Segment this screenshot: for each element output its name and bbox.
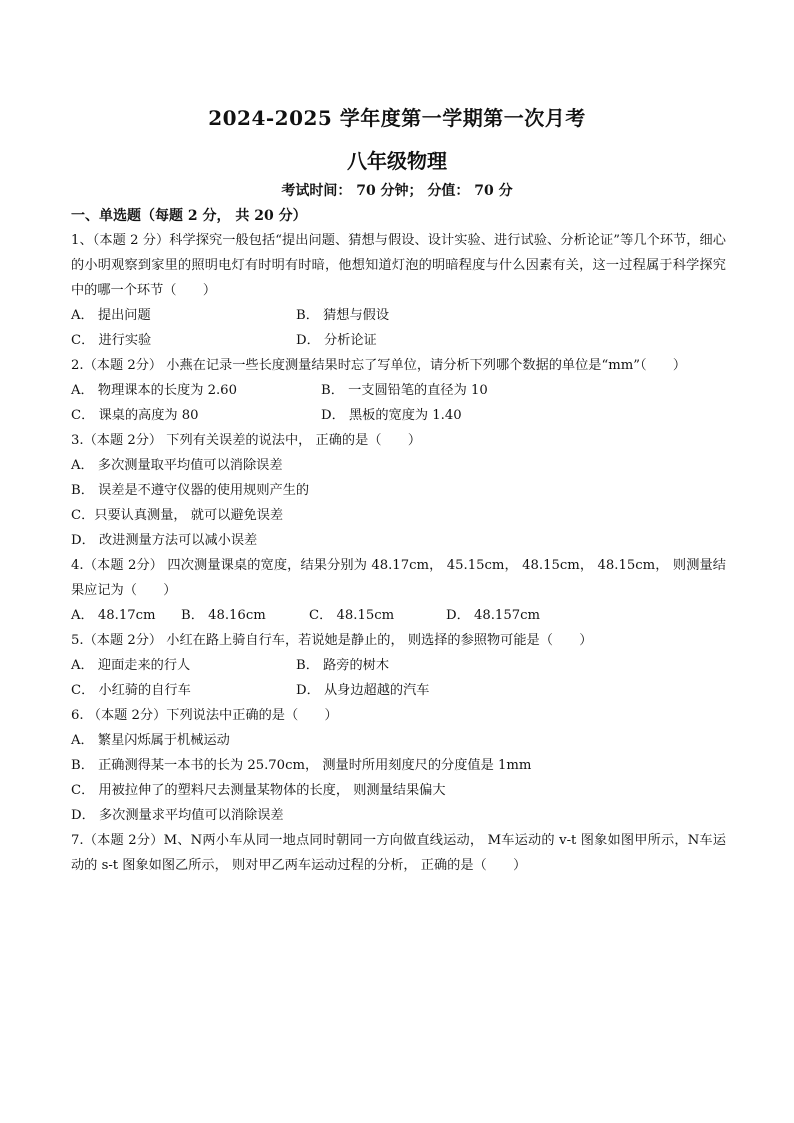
question-stem: 7.（本题 2分）M、N两小车从同一地点同时朝同一方向做直线运动， M车运动的 v-t 图象如图甲所示，N车运动的 s-t 图象如图乙所示， 则对甲乙两车运动过程的分析， 正确的是（ ） <box>71 833 726 873</box>
exam-title: 2024-2025 学年度第一学期第一次月考 <box>208 106 586 130</box>
question-3 <box>71 428 726 553</box>
question-list <box>71 228 726 878</box>
option-row <box>71 503 726 528</box>
question-4 <box>71 553 726 628</box>
option-c: C． 小红骑的自行车 <box>71 683 191 698</box>
option-a: A． 48.17cm <box>71 608 156 623</box>
option-b: B． 一支圆铅笔的直径为 10 <box>321 383 488 398</box>
option-row <box>71 653 726 678</box>
option-d: D． 从身边超越的汽车 <box>296 683 430 698</box>
option-row <box>71 778 726 803</box>
option-b: B． 猜想与假设 <box>296 308 390 323</box>
option-b: B． 48.16cm <box>181 608 266 623</box>
option-a: A． 迎面走来的行人 <box>71 658 191 673</box>
question-stem: 1、（本题 2 分）科学探究一般包括“提出问题、猜想与假设、设计实验、进行试验、分析论证”等几个环节，细心的小明观察到家里的照明电灯有时明有时暗，他想知道灯泡的明暗程度与什么因素有关，这一过程属于科学探究中的哪一个环节（ ） <box>71 233 726 298</box>
option-row <box>71 753 726 778</box>
question-1 <box>71 228 726 353</box>
option-b: B． 路旁的树木 <box>296 658 390 673</box>
question-stem: 6. （本题 2分）下列说法中正确的是（ ） <box>71 708 338 723</box>
option-d: D． 黑板的宽度为 1.40 <box>321 408 462 423</box>
option-d: D． 分析论证 <box>296 333 377 348</box>
option-row <box>71 453 726 478</box>
option-row <box>71 403 726 428</box>
question-6 <box>71 703 726 828</box>
option-row <box>71 728 726 753</box>
question-stem: 4.（本题 2分） 四次测量课桌的宽度，结果分别为 48.17cm， 45.15cm， 48.15cm， 48.15cm， 则测量结果应记为（ ） <box>71 558 726 598</box>
exam-meta: 考试时间： 70 分钟； 分值： 70 分 <box>281 183 513 199</box>
option-row <box>71 678 726 703</box>
option-row <box>71 328 726 353</box>
option-b: B． 正确测得某一本书的长为 25.70cm， 测量时所用刻度尺的分度值是 1mm <box>71 758 532 773</box>
option-d: D． 多次测量求平均值可以消除误差 <box>71 808 284 823</box>
option-d: D． 改进测量方法可以减小误差 <box>71 533 258 548</box>
option-row <box>71 803 726 828</box>
option-a: A． 物理课本的长度为 2.60 <box>71 383 237 398</box>
option-b: B． 误差是不遵守仪器的使用规则产生的 <box>71 483 310 498</box>
exam-subject: 八年级物理 <box>347 149 447 173</box>
option-c: C． 课桌的高度为 80 <box>71 408 199 423</box>
option-row <box>71 603 726 628</box>
option-row <box>71 528 726 553</box>
question-2 <box>71 353 726 428</box>
option-a: A． 繁星闪烁属于机械运动 <box>71 733 230 748</box>
option-c: C．只要认真测量， 就可以避免误差 <box>71 508 284 523</box>
option-row <box>71 378 726 403</box>
question-stem: 3.（本题 2分） 下列有关误差的说法中， 正确的是（ ） <box>71 433 422 448</box>
option-a: A． 提出问题 <box>71 308 151 323</box>
option-c: C． 48.15cm <box>309 608 395 623</box>
section-heading: 一、单选题（每题 2 分， 共 20 分） <box>71 208 307 224</box>
option-a: A． 多次测量取平均值可以消除误差 <box>71 458 283 473</box>
option-c: C． 用被拉伸了的塑料尺去测量某物体的长度， 则测量结果偏大 <box>71 783 446 798</box>
question-7 <box>71 828 726 878</box>
question-5 <box>71 628 726 703</box>
option-c: C． 进行实验 <box>71 333 152 348</box>
option-d: D． 48.157cm <box>446 608 540 623</box>
option-row <box>71 478 726 503</box>
option-row <box>71 303 726 328</box>
question-stem: 2.（本题 2分） 小燕在记录一些长度测量结果时忘了写单位，请分析下列哪个数据的单位是“mm”（ ） <box>71 358 687 373</box>
question-stem: 5.（本题 2分） 小红在路上骑自行车，若说她是静止的， 则选择的参照物可能是（ ） <box>71 633 593 648</box>
